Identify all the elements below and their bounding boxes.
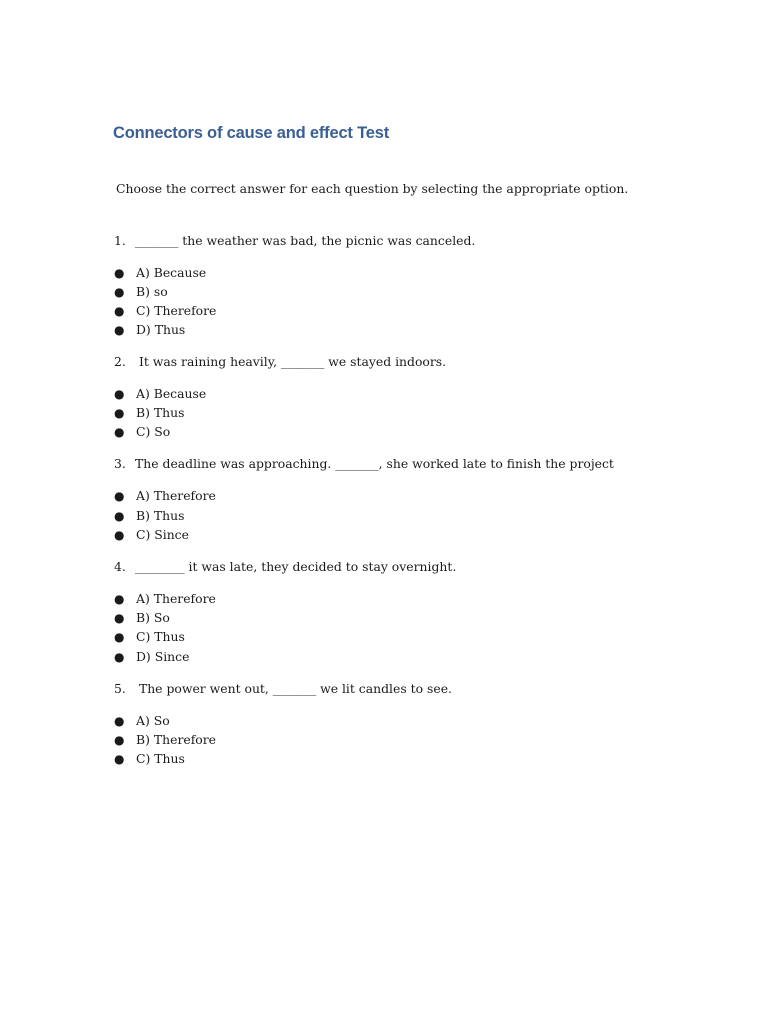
option-label: B) Therefore xyxy=(136,732,217,747)
bullet-icon: ● xyxy=(114,592,125,606)
option-4c xyxy=(114,629,185,644)
bullet-icon: ● xyxy=(114,323,125,337)
document-title: Connectors of cause and effect Test xyxy=(113,124,390,142)
question-number: 4. xyxy=(114,559,126,574)
option-4a xyxy=(114,591,216,606)
question-text: ________ it was late, they decided to stay overnight. xyxy=(135,559,457,574)
bullet-icon: ● xyxy=(114,304,125,318)
option-label: A) So xyxy=(136,713,170,728)
option-5a xyxy=(114,713,170,728)
option-label: D) Since xyxy=(136,649,190,664)
bullet-icon: ● xyxy=(114,406,125,420)
question-text: The power went out, _______ we lit candles to see. xyxy=(135,681,452,696)
option-5b xyxy=(114,732,216,747)
option-label: C) Thus xyxy=(136,629,185,644)
bullet-icon: ● xyxy=(114,528,125,542)
bullet-icon: ● xyxy=(114,387,125,401)
bullet-icon: ● xyxy=(114,285,125,299)
option-1d xyxy=(114,322,185,337)
bullet-icon: ● xyxy=(114,425,125,439)
question-2 xyxy=(114,354,446,369)
option-label: C) Therefore xyxy=(136,303,217,318)
option-1c xyxy=(114,303,216,318)
option-1a xyxy=(114,265,206,280)
option-label: A) Therefore xyxy=(136,488,216,503)
option-3c xyxy=(114,527,189,542)
option-label: B) So xyxy=(136,610,170,625)
option-label: B) Thus xyxy=(136,508,185,523)
option-label: A) Therefore xyxy=(136,591,216,606)
option-label: B) Thus xyxy=(136,405,185,420)
question-5 xyxy=(114,681,452,696)
bullet-icon: ● xyxy=(114,630,125,644)
bullet-icon: ● xyxy=(114,714,125,728)
option-2c xyxy=(114,424,170,439)
bullet-icon: ● xyxy=(114,266,125,280)
question-number: 5. xyxy=(114,681,126,696)
question-1 xyxy=(114,233,475,248)
option-label: D) Thus xyxy=(136,322,186,337)
question-text: The deadline was approaching. _______, she worked late to finish the project xyxy=(135,456,614,471)
option-2b xyxy=(114,405,184,420)
option-label: A) Because xyxy=(136,386,207,401)
option-4b xyxy=(114,610,170,625)
option-2a xyxy=(114,386,206,401)
bullet-icon: ● xyxy=(114,752,125,766)
question-4 xyxy=(114,559,456,574)
option-label: C) Thus xyxy=(136,751,185,766)
option-3a xyxy=(114,488,216,503)
question-number: 2. xyxy=(114,354,126,369)
bullet-icon: ● xyxy=(114,509,125,523)
question-number: 3. xyxy=(114,456,126,471)
question-3 xyxy=(114,456,614,471)
option-label: C) So xyxy=(136,424,171,439)
option-3b xyxy=(114,508,184,523)
option-5c xyxy=(114,751,185,766)
question-text: _______ the weather was bad, the picnic was canceled. xyxy=(135,233,476,248)
question-number: 1. xyxy=(114,233,126,248)
option-label: C) Since xyxy=(136,527,189,542)
option-1b xyxy=(114,284,168,299)
bullet-icon: ● xyxy=(114,611,125,625)
bullet-icon: ● xyxy=(114,733,125,747)
option-4d xyxy=(114,649,189,664)
bullet-icon: ● xyxy=(114,650,125,664)
instructions-text: Choose the correct answer for each question by selecting the appropriate option. xyxy=(116,181,629,196)
option-label: A) Because xyxy=(136,265,207,280)
bullet-icon: ● xyxy=(114,489,125,503)
option-label: B) so xyxy=(136,284,168,299)
question-text: It was raining heavily, _______ we stayed indoors. xyxy=(135,354,447,369)
